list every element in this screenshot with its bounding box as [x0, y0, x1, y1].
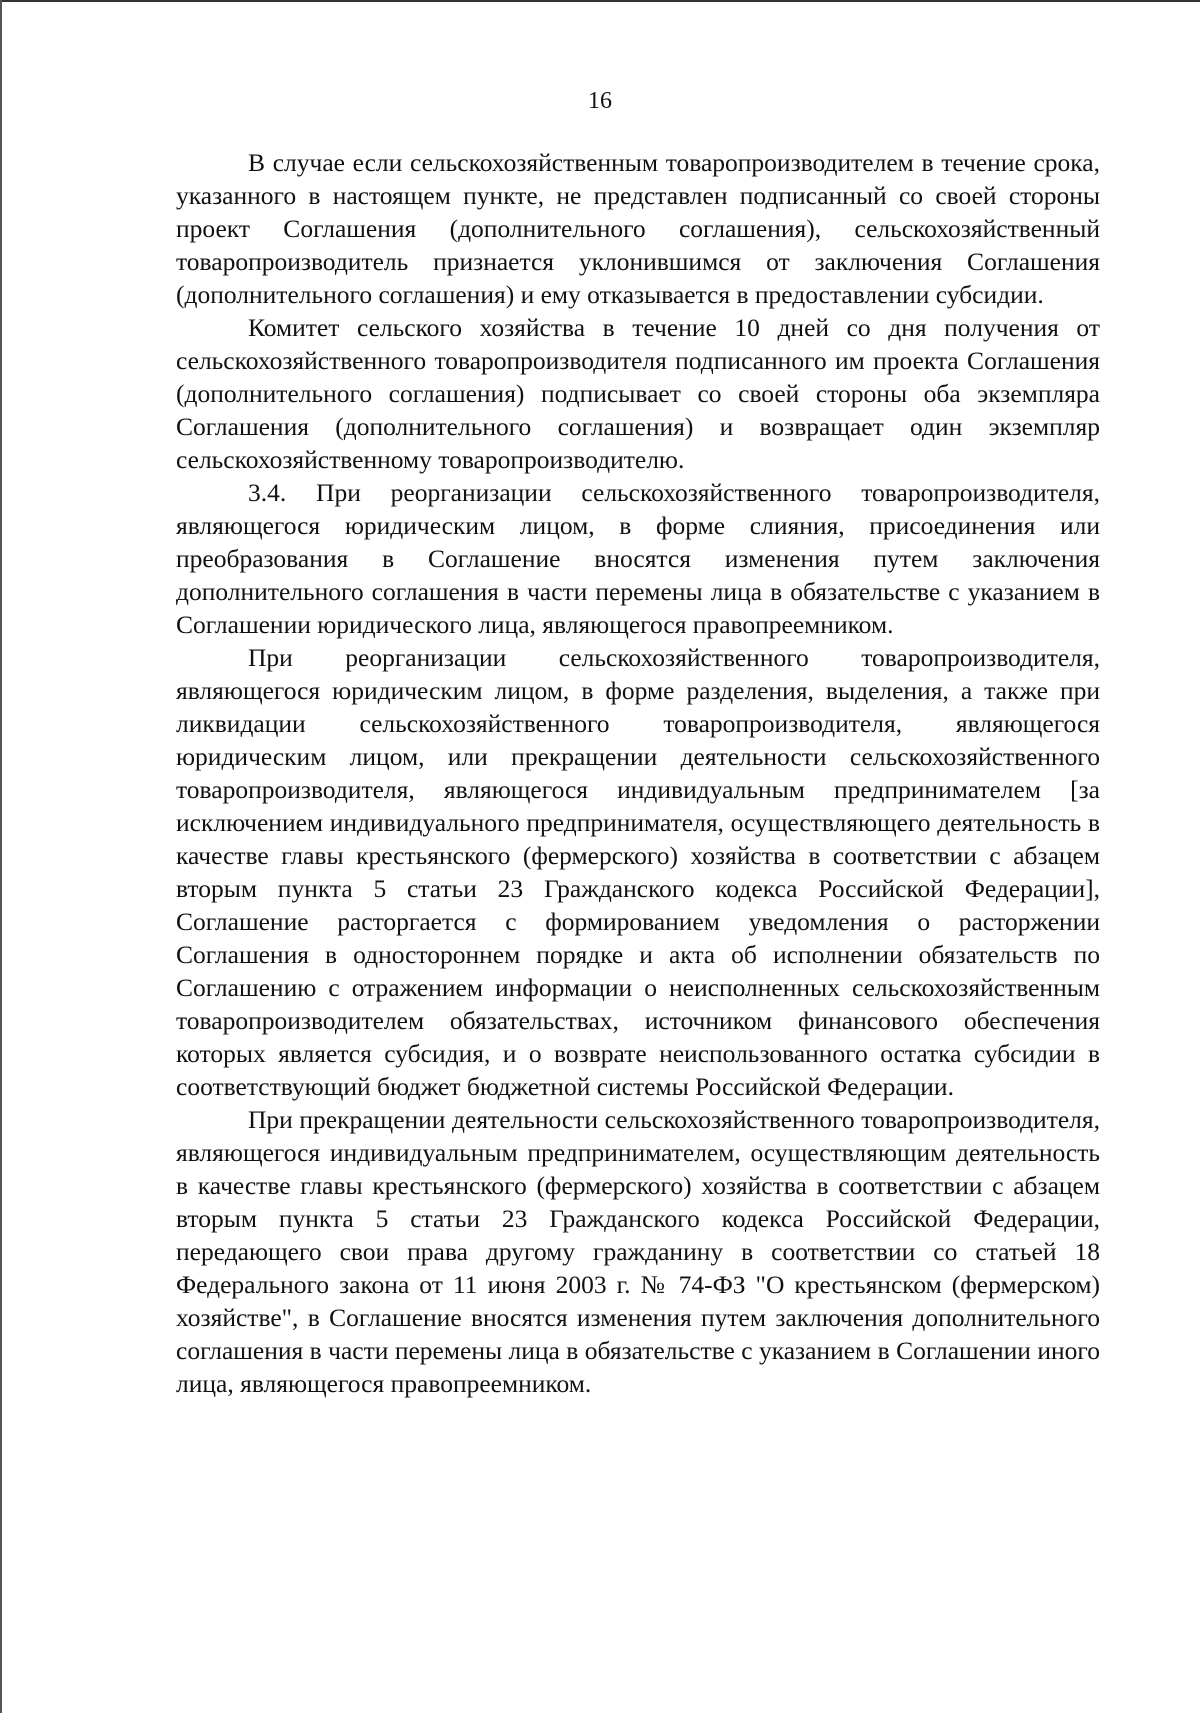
paragraph-farm-transfer: При прекращении деятельности сельскохозяйственного товаропроизводителя, являющегося индивидуальным предпринимателем, осуществляющим деятельность в качестве главы крестьянского (фермерского) хозяйства в соответствии с абзацем вторым пункта 5 статьи 23 Гражданского кодекса Российской Федерации, передающего свои права другому гражданину в соответствии со статьей 18 Федерального закона от 11 июня 2003 г. № 74-ФЗ "О крестьянском (фермерском) хозяйстве", в Соглашение вносятся изменения путем заключения дополнительного соглашения в части перемены лица в обязательстве с указанием в Соглашении иного лица, являющегося правопреемником. [176, 1105, 1100, 1398]
document-body [176, 146, 1100, 1400]
page-number: 16 [588, 88, 612, 114]
paragraph-3-4-reorganization: 3.4. При реорганизации сельскохозяйственного товаропроизводителя, являющегося юридическим лицом, в форме слияния, присоединения или преобразования в Соглашение вносятся изменения путем заключения дополнительного соглашения в части перемены лица в обязательстве с указанием в Соглашении юридического лица, являющегося правопреемником. [176, 478, 1100, 639]
paragraph-termination: При реорганизации сельскохозяйственного товаропроизводителя, являющегося юридическим лицом, в форме разделения, выделения, а также при ликвидации сельскохозяйственного товаропроизводителя, являющегося юридическим лицом, или прекращении деятельности сельскохозяйственного товаропроизводителя, являющегося индивидуальным предпринимателем [за исключением индивидуального предпринимателя, осуществляющего деятельность в качестве главы крестьянского (фермерского) хозяйства в соответствии с абзацем вторым пункта 5 статьи 23 Гражданского кодекса Российской Федерации], Соглашение расторгается с формированием уведомления о расторжении Соглашения в одностороннем порядке и акта об исполнении обязательств по Соглашению с отражением информации о неисполненных сельскохозяйственным товаропроизводителем обязательствах, источником финансового обеспечения которых является субсидия, и о возврате неиспользованного остатка субсидии в соответствующий бюджет бюджетной системы Российской Федерации. [176, 643, 1100, 1101]
paragraph-committee-signing: Комитет сельского хозяйства в течение 10 дней со дня получения от сельскохозяйственного товаропроизводителя подписанного им проекта Соглашения (дополнительного соглашения) подписывает со своей стороны оба экземпляра Соглашения (дополнительного соглашения) и возвращает один экземпляр сельскохозяйственному товаропроизводителю. [176, 313, 1100, 474]
paragraph-evasion: В случае если сельскохозяйственным товаропроизводителем в течение срока, указанного в настоящем пункте, не представлен подписанный со своей стороны проект Соглашения (дополнительного соглашения), сельскохозяйственный товаропроизводитель признается уклонившимся от заключения Соглашения (дополнительного соглашения) и ему отказывается в предоставлении субсидии. [176, 148, 1100, 309]
scan-edge-top [0, 0, 1200, 2]
scan-edge-left [0, 0, 2, 1713]
